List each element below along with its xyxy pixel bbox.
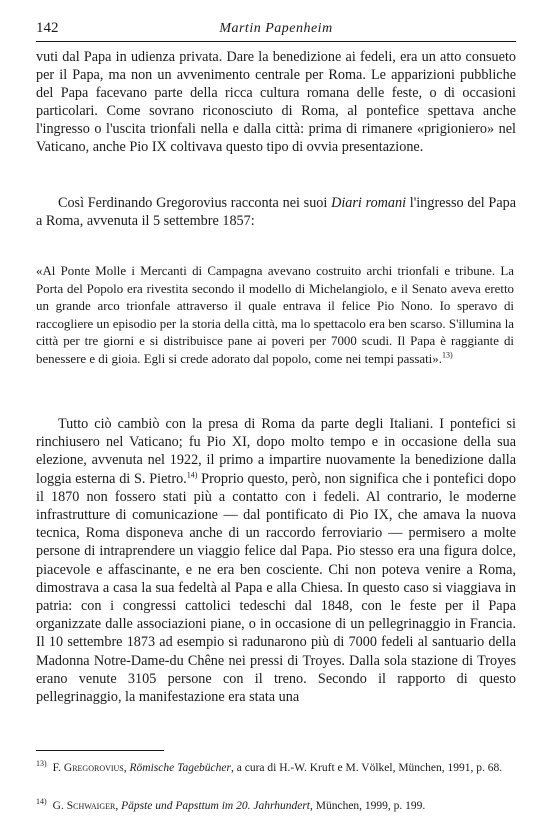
- footnote-13: [36, 760, 514, 777]
- page-header: [36, 18, 516, 40]
- footnote-label: 14): [36, 797, 47, 807]
- footnote-label: 13): [36, 759, 47, 769]
- footnote-author: F. Gregorovius,: [52, 762, 127, 774]
- header-rule: [36, 41, 516, 42]
- footnote-ref-14[interactable]: 14): [186, 469, 198, 479]
- footnote-rest: , München, 1999, p. 199.: [310, 800, 426, 812]
- footnote-rest: , a cura di H.-W. Kruft e M. Völkel, München, 1991, p. 68.: [230, 762, 503, 774]
- block-quote: [36, 263, 514, 369]
- running-head: Martin Papenheim: [219, 21, 333, 36]
- paragraph-3-part2: Proprio questo, però, non significa che i pontefici dopo il 1870 non fossero stati più a contatto con i fedeli. Al contrario, le moderne infrastrutture di comunicazione — dal pontificato di Pio IX, che amava la nuova tecnica, Roma disponeva anche di un raccordo ferroviario — permisero a molte persone di intraprendere un viaggio felice dal Papa. Pio stesso era una figura dolce, piacevole e affascinante, e ne era ben cosciente. Chi non poteva venire a Roma, dimostrava a casa la sua fedeltà al Papa e alla Chiesa. In questo caso si viaggiava in patria: con i congressi cattolici tedeschi dal 1848, con le feste per il Papa organizzate dalle associazioni piane, o in occasione di un pellegrinaggio in Francia. Il 10 settembre 1873 ad esempio si radunarono più di 7000 fedeli al santuario della Madonna Notre-Dame-du Chêne nei pressi di Troyes. Dalla sola stazione di Troyes erano venute 3105 persone con il treno. Secondo il rapporto di questo pellegrinaggio, la manifestazione era stata una: [36, 470, 516, 706]
- footnote-ref-13[interactable]: 13): [441, 350, 453, 360]
- paragraph-3-part1: Tutto ciò cambiò con la presa di Roma da parte degli Italiani. I pontefici si rinchiusero nel Vaticano; fu Pio XI, dopo molto tempo e in occasione della sua elezione, avvenuta nel 1922, il primo a impartire nuovamente la benedizione dalla loggia esterna di S. Pietro.: [36, 416, 516, 487]
- paragraph-1: vuti dal Papa in udienza privata. Dare la benedizione ai fedeli, era un atto consueto per il Papa, ma non un avvenimento centrale per Roma. Le apparizioni pubbliche del Papa facevano parte della ricca cultura romana delle feste, o di occasioni particolari. Come sovrano riconosciuto di Roma, al pontefice spettava anche l'ingresso o l'uscita trionfali nella e dalla città: prima di rimanere «prigioniero» nel Vaticano, anche Pio IX coltivava questo tipo di ovvia presentazione.: [36, 49, 516, 156]
- paragraph-2: [36, 194, 516, 230]
- footnote-14: [36, 798, 514, 815]
- footnote-title: Römische Tagebücher: [129, 762, 231, 774]
- paragraph-3: [36, 415, 516, 706]
- book-title-diari-romani: Diari romani: [331, 195, 407, 211]
- quote-text: «Al Ponte Molle i Mercanti di Campagna avevano costruito archi trionfali e tribune. La Porta del Popolo era rivestita secondo il modello di Michelangiolo, e il Senato aveva eretto un grande arco trionfale attraverso il quale entrava il felice Pio Nono. Io speravo di raccogliere un episodio per la storia della città, ma lo spettacolo era ben scarso. S'illumina la città per tre giorni e si distribuisce pane ai poveri per 7000 scudi. Il Papa è raggiante di benessere e di gioia. Egli si crede adorato dal popolo, come nei tempi passati».: [36, 264, 514, 366]
- page-number: 142: [36, 20, 59, 36]
- paragraph-2-after: l'ingresso del Papa a Roma, avvenuta il 5 settembre 1857:: [36, 195, 517, 230]
- footnote-author: G. Schwaiger,: [52, 800, 119, 812]
- paragraph-2-before: Così Ferdinando Gregorovius racconta nei suoi: [58, 195, 332, 211]
- footnote-rule: [36, 750, 164, 751]
- footnote-title: Päpste und Papsttum im 20. Jahrhundert: [121, 800, 310, 812]
